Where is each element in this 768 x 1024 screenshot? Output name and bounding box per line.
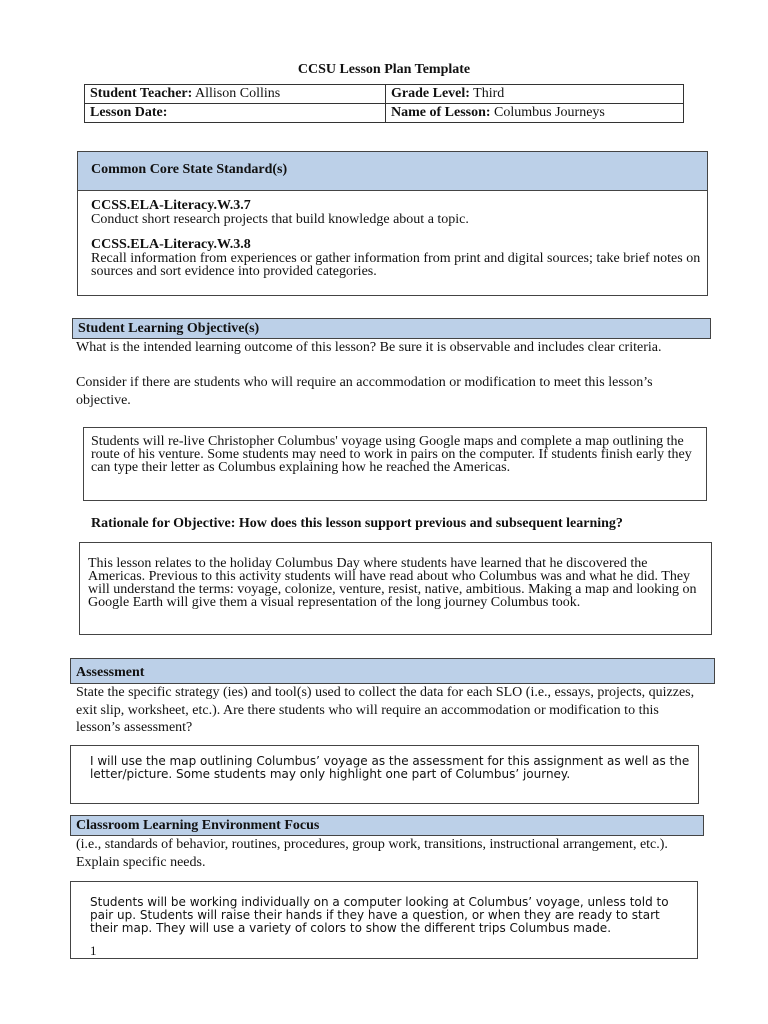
objective-answer-box (83, 427, 707, 501)
standards-section (77, 151, 708, 296)
lesson-info-table (84, 84, 684, 123)
assessment-answer-box (70, 745, 699, 804)
document-title: CCSU Lesson Plan Template (297, 62, 471, 77)
grade-level-value: Third (473, 86, 505, 101)
rationale-answer-box (79, 542, 712, 635)
lesson-name-cell (386, 104, 684, 123)
grade-level-cell (386, 85, 684, 104)
objective-prompt-2: Consider if there are students who will require an accommodation or modification to meet this lesson’s objective. (76, 375, 653, 408)
standard-code: CCSS.ELA-Literacy.W.3.8 (91, 237, 251, 252)
objective-prompt-1: What is the intended learning outcome of this lesson? Be sure it is observable and includes clear criteria. (76, 340, 662, 355)
grade-level-label: Grade Level: (391, 86, 470, 101)
standard-code: CCSS.ELA-Literacy.W.3.7 (91, 198, 251, 213)
objective-heading: Student Learning Objective(s) (72, 318, 711, 339)
table-row (85, 85, 684, 104)
student-teacher-value: Allison Collins (195, 86, 281, 101)
rationale-heading: Rationale for Objective: How does this lesson support previous and subsequent learning? (91, 516, 623, 531)
objective-answer: Students will re-live Christopher Columbus' voyage using Google maps and complete a map outlining the route of his venture. Some students may need to work in pairs on the computer. If students finish early they can type their letter as Columbus explaining how he reached the Americas. (91, 434, 692, 475)
student-teacher-cell (85, 85, 386, 104)
standards-heading: Common Core State Standard(s) (91, 162, 288, 177)
assessment-prompt: State the specific strategy (ies) and tool(s) used to collect the data for each SLO (i.e., essays, projects, quizzes, exit slip, worksheet, etc.). Are there students who will require an accommodation or modification to this lesson’s assessment? (76, 685, 695, 735)
standards-heading-bar (78, 152, 707, 191)
lesson-date-label: Lesson Date: (90, 105, 168, 120)
rationale-answer: This lesson relates to the holiday Columbus Day where students have learned that he discovered the Americas. Previous to this activity students will have read about who Columbus was and what he did. They will understand the terms: voyage, colonize, venture, resist, native, ambitious. Making a map and looking on Google Earth will give them a visual representation of the long journey Columbus took. (88, 556, 697, 610)
table-row (85, 104, 684, 123)
lesson-name-label: Name of Lesson: (391, 105, 491, 120)
standard-item (91, 237, 701, 278)
lesson-date-cell (85, 104, 386, 123)
environment-answer: Students will be working individually on a computer looking at Columbus’ voyage, unless told to pair up. Students will raise their hands if they have a question, or when they are ready to start their map. They will use a variety of colors to show the different trips Columbus made. (90, 895, 669, 935)
standard-item (91, 198, 701, 226)
environment-heading: Classroom Learning Environment Focus (70, 815, 704, 836)
assessment-answer: I will use the map outlining Columbus’ voyage as the assessment for this assignment as well as the letter/picture. Some students may only highlight one part of Columbus’ journey. (90, 754, 690, 781)
assessment-heading: Assessment (70, 658, 715, 684)
lesson-name-value: Columbus Journeys (494, 105, 605, 120)
standard-text: Recall information from experiences or gather information from print and digital sources; take brief notes on sources and sort evidence into provided categories. (91, 251, 701, 279)
standard-text: Conduct short research projects that build knowledge about a topic. (91, 212, 469, 227)
environment-prompt: (i.e., standards of behavior, routines, procedures, group work, transitions, instructional arrangement, etc.). Explain specific needs. (76, 837, 668, 870)
page-number: 1 (90, 943, 97, 958)
student-teacher-label: Student Teacher: (90, 86, 193, 101)
environment-answer-box (70, 881, 698, 959)
